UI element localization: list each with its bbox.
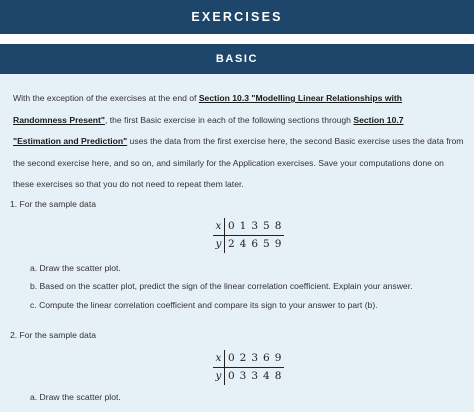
y-row <box>213 368 284 386</box>
y-value: 5 <box>263 238 270 250</box>
y-value: 4 <box>263 370 270 382</box>
intro-paragraph <box>13 88 465 196</box>
exercises-header <box>0 0 474 34</box>
exercise-1-part-c: c. Compute the linear correlation coefficient and compare its sign to your answer to part (b). <box>30 300 378 310</box>
y-variable: y <box>213 368 225 386</box>
x-value: 3 <box>249 350 261 368</box>
x-value: 9 <box>272 350 284 368</box>
y-value: 8 <box>274 370 282 382</box>
x-row <box>213 218 284 236</box>
exercise-1-part-b: b. Based on the scatter plot, predict the sign of the linear correlation coefficient. Explain your answer. <box>30 281 413 291</box>
link-section-10-7-part-1[interactable]: Section 10.7 <box>353 114 404 125</box>
x-variable: x <box>213 350 225 368</box>
basic-section-title: BASIC <box>215 53 259 65</box>
intro-text-2: , the first Basic exercise in each of the following sections through <box>104 114 354 125</box>
x-value: 3 <box>249 218 261 236</box>
y-value: 4 <box>239 238 247 250</box>
intro-text-1: With the exception of the exercises at the end of <box>13 93 199 103</box>
y-value: 9 <box>274 238 282 250</box>
x-value: 8 <box>272 218 284 236</box>
intro-text-3: uses the data from the first exercise here, the second Basic exercise uses the data from the second exercise here, and so on, and similarly for the Application exercises. Save your computations done on these exercises so that you do not need to repeat them later. <box>13 136 464 189</box>
x-value: 0 <box>225 218 237 236</box>
exercise-1-label: 1. For the sample data <box>10 199 96 209</box>
exercise-2-data-table <box>213 350 284 385</box>
link-section-10-3-part-2[interactable]: Randomness Present" <box>13 114 105 125</box>
y-value: 6 <box>251 238 258 250</box>
exercises-title: EXERCISES <box>191 10 283 24</box>
y-value: 0 <box>227 370 235 382</box>
link-section-10-3-part-1[interactable]: Section 10.3 "Modelling Linear Relationships with <box>198 93 403 103</box>
y-value: 3 <box>251 370 258 382</box>
exercise-1-data-table <box>213 218 284 253</box>
x-value: 0 <box>225 350 237 368</box>
x-variable: x <box>213 218 225 236</box>
exercise-2-part-a: a. Draw the scatter plot. <box>30 392 121 402</box>
x-value: 2 <box>237 350 249 368</box>
x-row <box>213 350 284 368</box>
exercise-1-part-a: a. Draw the scatter plot. <box>30 263 121 273</box>
y-variable: y <box>213 236 225 254</box>
x-value: 5 <box>261 218 273 236</box>
y-row <box>213 236 284 254</box>
x-value: 1 <box>237 218 249 236</box>
x-value: 6 <box>261 350 273 368</box>
y-value: 2 <box>227 238 235 250</box>
link-section-10-7-part-2[interactable]: "Estimation and Prediction" <box>13 136 128 146</box>
exercise-2-label: 2. For the sample data <box>10 330 96 340</box>
y-value: 3 <box>239 370 247 382</box>
basic-section-header <box>0 44 474 74</box>
